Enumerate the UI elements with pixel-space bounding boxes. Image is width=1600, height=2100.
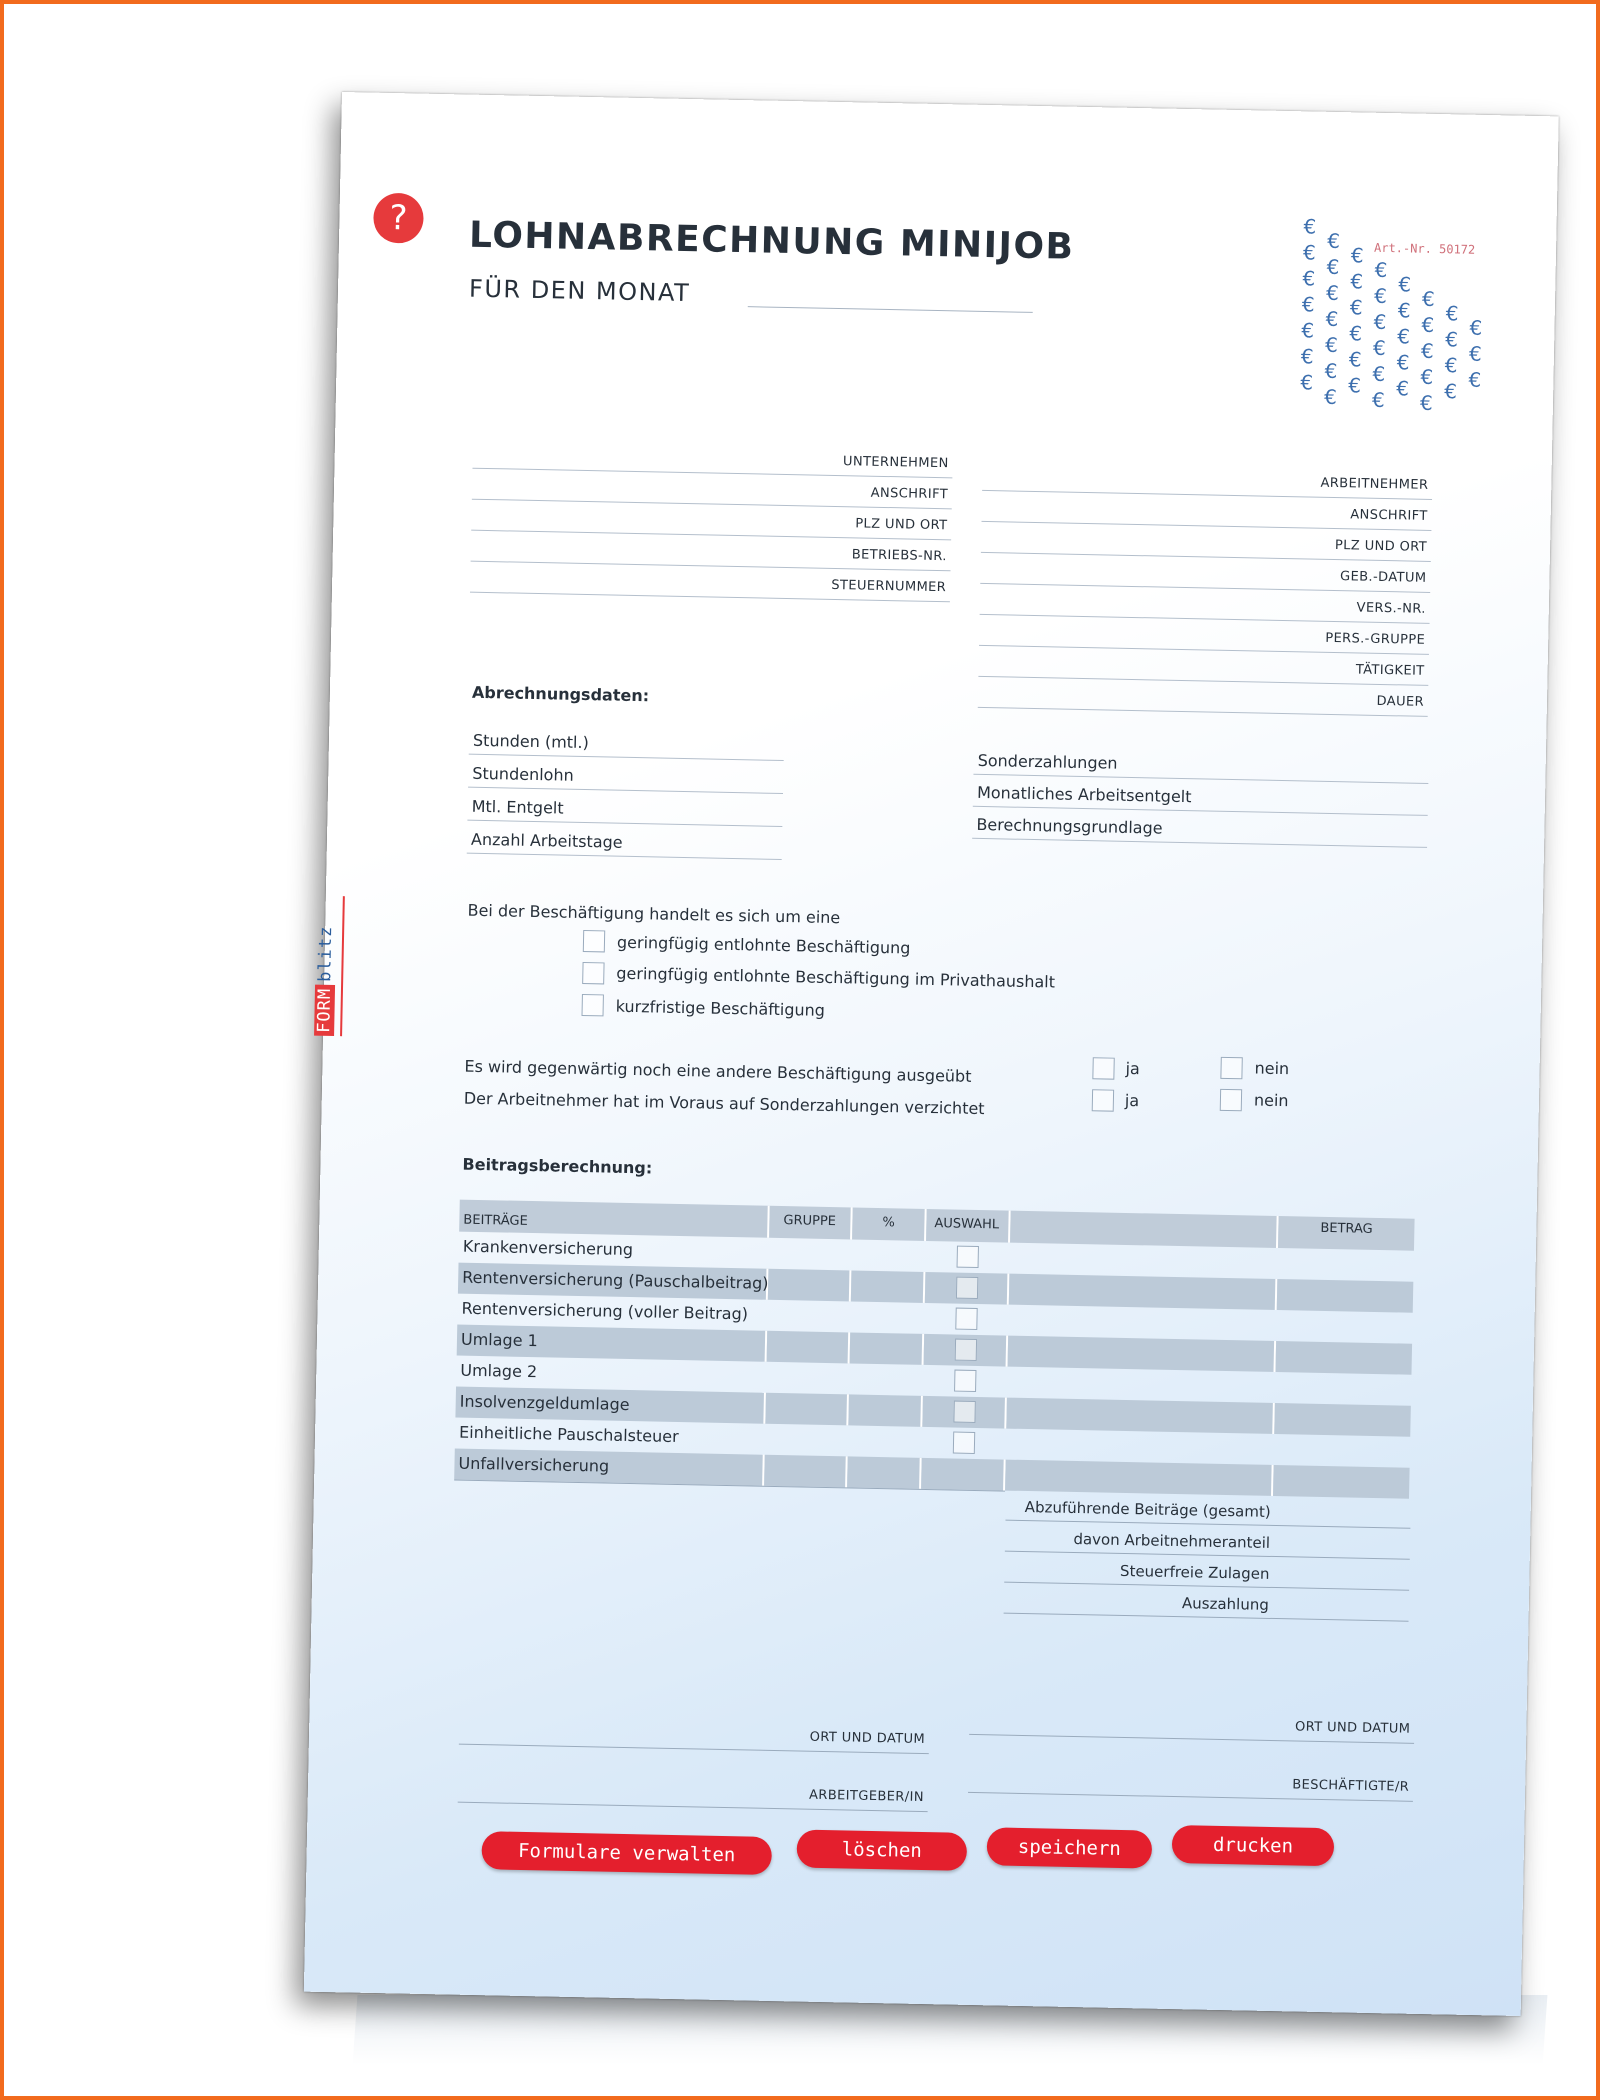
svg-text:€: €	[1443, 379, 1458, 404]
svg-text:€: €	[1421, 312, 1435, 337]
svg-text:€: €	[1420, 338, 1434, 363]
field-label: DAUER	[1376, 693, 1425, 710]
svg-text:€: €	[1469, 315, 1483, 340]
svg-text:€: €	[1326, 254, 1340, 280]
question-other-employment: Es wird gegenwärtig noch eine andere Beschäftigung ausgeübt	[464, 1056, 972, 1086]
employment-type-checkbox[interactable]	[583, 930, 605, 952]
signature-label: ORT UND DATUM	[809, 1729, 926, 1748]
field-label: UNTERNEHMEN	[842, 454, 949, 472]
contribution-label: Umlage 1	[460, 1329, 538, 1351]
field-label: TÄTIGKEIT	[1355, 662, 1425, 679]
field-label: ARBEITNEHMER	[1320, 475, 1429, 493]
field-label: STEUERNUMMER	[831, 577, 947, 596]
svg-text:€: €	[1323, 384, 1338, 410]
billing-field-row[interactable]	[468, 758, 784, 794]
svg-text:€: €	[1372, 361, 1386, 386]
svg-text:€: €	[1326, 228, 1341, 254]
employer-place-date-line[interactable]	[459, 1715, 930, 1754]
field-label: PLZ UND ORT	[855, 516, 948, 534]
contribution-label: Rentenversicherung (voller Beitrag)	[461, 1298, 749, 1324]
form-page	[304, 92, 1559, 2016]
selection-checkbox[interactable]	[953, 1432, 975, 1454]
column-header-percent	[852, 1207, 927, 1240]
svg-text:€: €	[1324, 332, 1339, 358]
svg-text:€: €	[1397, 298, 1411, 323]
contribution-label: Insolvenzgeldumlage	[459, 1391, 630, 1415]
article-number: Art.-Nr. 50172	[1373, 240, 1476, 257]
company-field-row[interactable]	[472, 445, 952, 479]
field-label: BETRIEBS-NR.	[851, 547, 947, 565]
employee-signature-line[interactable]	[968, 1763, 1414, 1802]
svg-text:€: €	[1419, 390, 1433, 415]
field-label: GEB.-DATUM	[1339, 569, 1427, 586]
summary-label: davon Arbeitnehmeranteil	[1073, 1529, 1271, 1552]
svg-text:€: €	[1350, 269, 1364, 294]
no-checkbox[interactable]	[1220, 1089, 1242, 1111]
delete-button[interactable]: löschen	[796, 1829, 967, 1870]
field-label: Monatliches Arbeitsentgelt	[976, 782, 1192, 807]
svg-text:€: €	[1373, 283, 1388, 309]
column-header-label: BEITRÄGE	[463, 1212, 528, 1229]
company-field-row[interactable]	[470, 569, 950, 603]
print-button[interactable]: drucken	[1172, 1825, 1335, 1866]
selection-checkbox[interactable]	[955, 1339, 977, 1361]
column-header-group	[769, 1206, 853, 1240]
svg-text:€: €	[1325, 280, 1340, 306]
svg-text:€: €	[1300, 370, 1314, 395]
svg-text:€: €	[1397, 324, 1411, 349]
svg-text:€: €	[1372, 335, 1387, 360]
column-header-label: AUSWAHL	[934, 1216, 1000, 1233]
company-field-row[interactable]	[471, 538, 951, 572]
employment-type-question: Bei der Beschäftigung handelt es sich um eine	[467, 900, 841, 928]
contribution-label: Unfallversicherung	[458, 1453, 610, 1476]
field-label: Stunden (mtl.)	[472, 730, 589, 753]
employee-place-date-line[interactable]	[969, 1705, 1415, 1744]
svg-text:€: €	[1468, 367, 1482, 392]
column-header-label: %	[882, 1215, 895, 1231]
svg-text:€: €	[1445, 301, 1459, 326]
column-header-selection	[926, 1209, 1011, 1243]
svg-text:€: €	[1348, 347, 1362, 372]
selection-checkbox[interactable]	[955, 1308, 977, 1330]
manage-forms-button[interactable]: Formulare verwalten	[481, 1831, 772, 1875]
selection-checkbox[interactable]	[956, 1277, 978, 1299]
contributions-heading: Beitragsberechnung:	[462, 1154, 653, 1178]
svg-text:€: €	[1301, 292, 1315, 317]
employee-field-row[interactable]	[981, 529, 1431, 562]
column-header-blank	[1010, 1211, 1279, 1248]
employee-field-row[interactable]	[979, 622, 1429, 655]
billing-field-row[interactable]	[972, 809, 1428, 848]
yes-label: ja	[1125, 1058, 1140, 1079]
column-header-label: BETRAG	[1320, 1220, 1373, 1237]
yes-checkbox[interactable]	[1092, 1089, 1114, 1111]
employment-type-checkbox[interactable]	[582, 962, 604, 984]
employment-type-option: geringfügig entlohnte Beschäftigung im Privathaushalt	[616, 963, 1056, 992]
page-title: LOHNABRECHNUNG MINIJOB	[468, 214, 1075, 268]
summary-label: Auszahlung	[1181, 1594, 1270, 1614]
billing-field-row[interactable]	[469, 725, 785, 761]
month-input-line[interactable]	[748, 306, 1033, 313]
svg-text:€: €	[1302, 240, 1316, 265]
help-icon[interactable]: ?	[373, 193, 424, 244]
euro-pattern-decoration	[1286, 211, 1510, 415]
svg-text:€: €	[1396, 376, 1410, 401]
no-label: nein	[1253, 1090, 1289, 1111]
contribution-label: Umlage 2	[460, 1360, 538, 1382]
employment-type-option: geringfügig entlohnte Beschäftigung	[616, 932, 911, 958]
summary-label: Steuerfreie Zulagen	[1119, 1561, 1270, 1583]
employee-field-row[interactable]	[982, 467, 1432, 500]
svg-text:€: €	[1301, 318, 1315, 343]
brand-form: FORM	[314, 985, 335, 1036]
billing-field-row[interactable]	[467, 791, 783, 827]
svg-text:€: €	[1374, 257, 1388, 283]
column-header-amount	[1278, 1216, 1415, 1251]
employee-field-row[interactable]	[980, 560, 1430, 593]
field-label: Anzahl Arbeitstage	[470, 829, 623, 852]
field-label: ANSCHRIFT	[870, 485, 949, 503]
signature-label: ORT UND DATUM	[1294, 1719, 1411, 1737]
brand-blitz: blitz	[315, 925, 337, 983]
svg-text:€: €	[1398, 272, 1412, 297]
svg-text:€: €	[1348, 373, 1362, 398]
contributions-table	[458, 1200, 1415, 1476]
company-field-row[interactable]	[471, 507, 951, 541]
save-button[interactable]: speichern	[987, 1827, 1153, 1868]
signature-label: ARBEITGEBER/IN	[808, 1787, 925, 1806]
selection-checkbox[interactable]	[953, 1401, 975, 1423]
selection-checkbox[interactable]	[954, 1370, 976, 1392]
svg-text:€: €	[1303, 214, 1317, 239]
field-label: PERS.-GRUPPE	[1325, 630, 1426, 648]
svg-text:€: €	[1468, 341, 1482, 366]
billing-heading: Abrechnungsdaten:	[471, 682, 650, 706]
employment-type-checkbox[interactable]	[582, 994, 604, 1016]
field-label: VERS.-NR.	[1356, 600, 1426, 617]
formblitz-logo	[314, 896, 345, 1037]
svg-text:€: €	[1349, 321, 1363, 346]
yes-label: ja	[1124, 1090, 1140, 1111]
question-waived-special-payments: Der Arbeitnehmer hat im Voraus auf Sonderzahlungen verzichtet	[463, 1088, 985, 1119]
no-checkbox[interactable]	[1220, 1057, 1242, 1079]
column-header-label: GRUPPE	[783, 1213, 837, 1230]
no-label: nein	[1254, 1058, 1290, 1079]
employee-field-row[interactable]	[978, 653, 1428, 686]
employee-field-row[interactable]	[980, 591, 1430, 624]
svg-text:€: €	[1349, 295, 1363, 320]
svg-text:€: €	[1325, 306, 1339, 332]
svg-text:€: €	[1371, 387, 1386, 412]
employee-field-row[interactable]	[978, 684, 1428, 717]
svg-text:€: €	[1300, 344, 1314, 369]
svg-text:€: €	[1444, 353, 1458, 378]
svg-text:€: €	[1420, 364, 1434, 389]
svg-text:€: €	[1373, 309, 1387, 335]
employee-field-row[interactable]	[982, 498, 1432, 531]
svg-text:€: €	[1396, 350, 1410, 375]
svg-text:€: €	[1302, 266, 1316, 291]
field-label: Sonderzahlungen	[977, 750, 1118, 773]
employment-type-option: kurzfristige Beschäftigung	[615, 996, 826, 1020]
contribution-label: Krankenversicherung	[462, 1236, 634, 1260]
field-label: Berechnungsgrundlage	[976, 814, 1163, 838]
summary-label: Abzuführende Beiträge (gesamt)	[1024, 1497, 1271, 1521]
svg-text:€: €	[1350, 243, 1364, 268]
contribution-label: Einheitliche Pauschalsteuer	[458, 1422, 679, 1447]
employer-signature-line[interactable]	[458, 1773, 929, 1812]
selection-checkbox[interactable]	[957, 1246, 979, 1268]
svg-text:€: €	[1421, 286, 1436, 311]
field-label: Mtl. Entgelt	[471, 796, 564, 818]
month-label: FÜR DEN MONAT	[468, 274, 691, 308]
company-field-row[interactable]	[472, 476, 952, 510]
billing-field-row[interactable]	[467, 824, 783, 860]
signature-label: BESCHÄFTIGTE/R	[1292, 1777, 1410, 1795]
svg-text:€: €	[1445, 327, 1459, 352]
yes-checkbox[interactable]	[1092, 1057, 1114, 1079]
svg-text:€: €	[1324, 358, 1338, 384]
contribution-label: Rentenversicherung (Pauschalbeitrag)	[462, 1267, 769, 1293]
field-label: PLZ UND ORT	[1334, 538, 1428, 555]
field-label: ANSCHRIFT	[1350, 507, 1428, 524]
field-label: Stundenlohn	[472, 763, 574, 785]
